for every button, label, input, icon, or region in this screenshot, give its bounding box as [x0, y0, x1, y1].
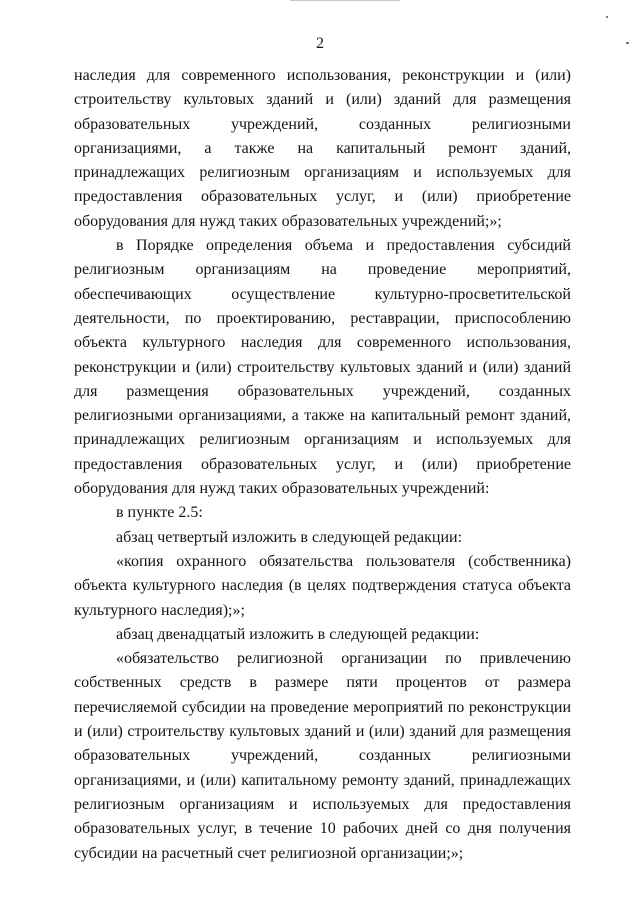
- paragraph: в Порядке определения объема и предоставления субсидий религиозным организациям на проведение мероприятий, обеспечивающих осуществление культурно-просветительской деятельности, по проектированию, реставрации, приспособлению объекта культурного наследия для современного использования, реконструкции и (или) строительству культовых зданий и (или) зданий для размещения образовательных учреждений, созданных религиозными организациями, а также на капитальный ремонт зданий, принадлежащих религиозным организациям и используемых для предоставления образовательных услуг, и (или) приобретение оборудования для нужд таких образовательных учреждений:: [74, 237, 571, 498]
- paragraph: «копия охранного обязательства пользователя (собственника) объекта культурного наследия (в целях подтверждения статуса объекта культурного наследия);»;: [74, 552, 571, 619]
- paragraph: абзац четвертый изложить в следующей редакции:: [116, 528, 463, 546]
- paragraph: в пункте 2.5:: [116, 504, 203, 522]
- page-number: 2: [316, 35, 324, 52]
- paragraph: наследия для современного использования, реконструкции и (или) строительству культовых зданий и (или) зданий для размещения образовательных учреждений, созданных религиозными организациями, а также на капитальный ремонт зданий, принадлежащих религиозным организациям и используемых для предоставления образовательных услуг, и (или) приобретение оборудования для нужд таких образовательных учреждений;»;: [74, 67, 571, 230]
- paragraph: абзац двенадцатый изложить в следующей редакции:: [116, 625, 480, 643]
- scan-edge-line: [290, 0, 400, 1]
- paragraph: «обязательство религиозной организации по привлечению собственных средств в размере пяти процентов от размера перечисляемой субсидии на проведение мероприятий по реконструкции и (или) строительству культовых зданий и (или) зданий для размещения образовательных учреждений, созданных религиозными организациями, и (или) капитальному ремонту зданий, принадлежащих религиозным организациям и используемых для предоставления образовательных услуг, в течение 10 рабочих дней со дня получения субсидии на расчетный счет религиозной организации;»;: [74, 650, 571, 862]
- document-body: [74, 64, 571, 866]
- scan-speck: [606, 16, 608, 18]
